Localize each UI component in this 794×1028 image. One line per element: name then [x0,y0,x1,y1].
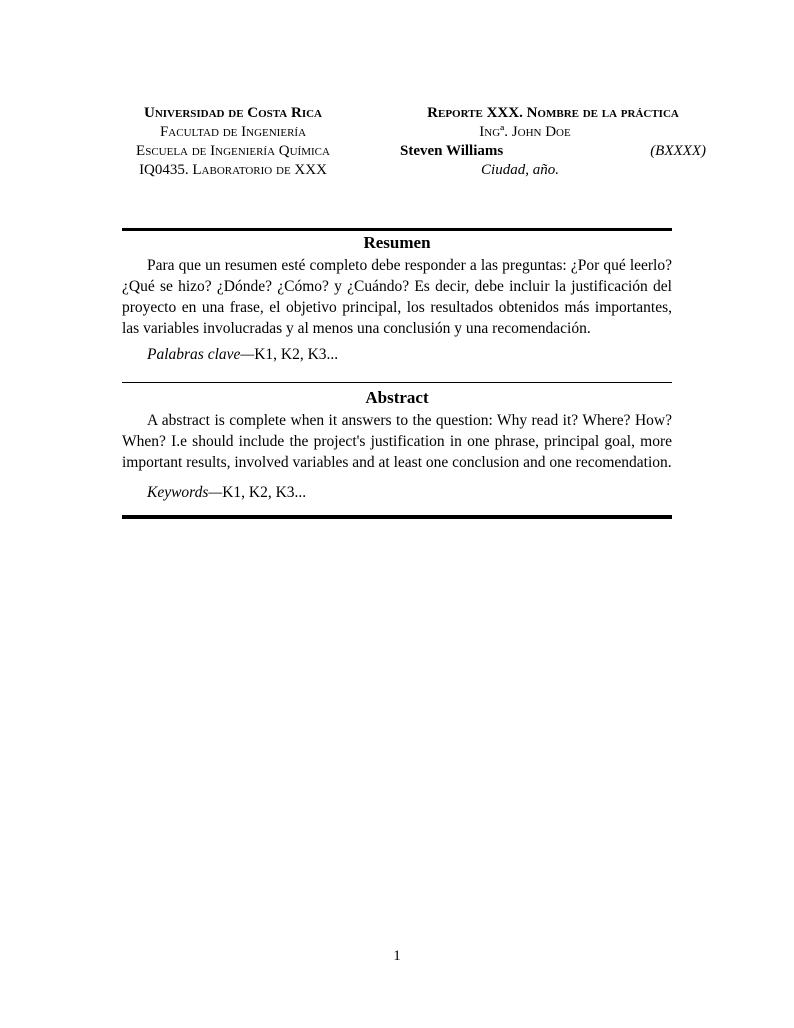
instructor-name: Ingª. John Doe [479,124,571,140]
abstract-keywords: K1, K2, K3... [222,484,307,501]
student-code: (BXXXX) [650,143,706,159]
resumen-keywords-line [122,344,672,365]
bottom-rule-divider [122,515,672,519]
course-code: IQ0435. Laboratorio de XXX [139,162,327,178]
author-line [400,142,706,161]
resumen-heading: Resumen [363,233,431,252]
institution-block [116,104,350,180]
university-name: Universidad de Costa Rica [143,105,322,121]
school-name: Escuela de Ingeniería Química [136,143,330,159]
abstract-keywords-label: Keywords— [147,484,223,501]
abstract-heading: Abstract [365,388,429,407]
abstract-body: A abstract is complete when it answers to the question: Why read it? Where? How? When? I.e should include the project's justification in one phrase, principal goal, more important results, involved variables and at least one conclusion and one recomendation. [122,412,672,471]
resumen-keywords: K1, K2, K3... [254,346,339,363]
author-name: Steven Williams [400,143,504,159]
faculty-name: Facultad de Ingeniería [159,124,307,140]
middle-rule-divider [122,382,672,383]
top-rule-divider [122,228,672,231]
resumen-keywords-label: Palabras clave— [147,346,255,363]
page-number: 1 [393,948,401,964]
place-year: Ciudad, año. [481,162,559,178]
report-block [400,104,706,180]
resumen-body: Para que un resumen esté completo debe responder a las preguntas: ¿Por qué leerlo? ¿Qué se hizo? ¿Dónde? ¿Cómo? y ¿Cuándo? Es decir, debe incluir la justificación del proyecto en una frase, el objetivo principal, los resultados obtenidos más importantes, las variables involucradas y al menos una conclusión y una recomendación. [122,257,672,337]
abstract-keywords-line [122,482,672,503]
report-title: Reporte XXX. Nombre de la práctica [427,105,679,121]
